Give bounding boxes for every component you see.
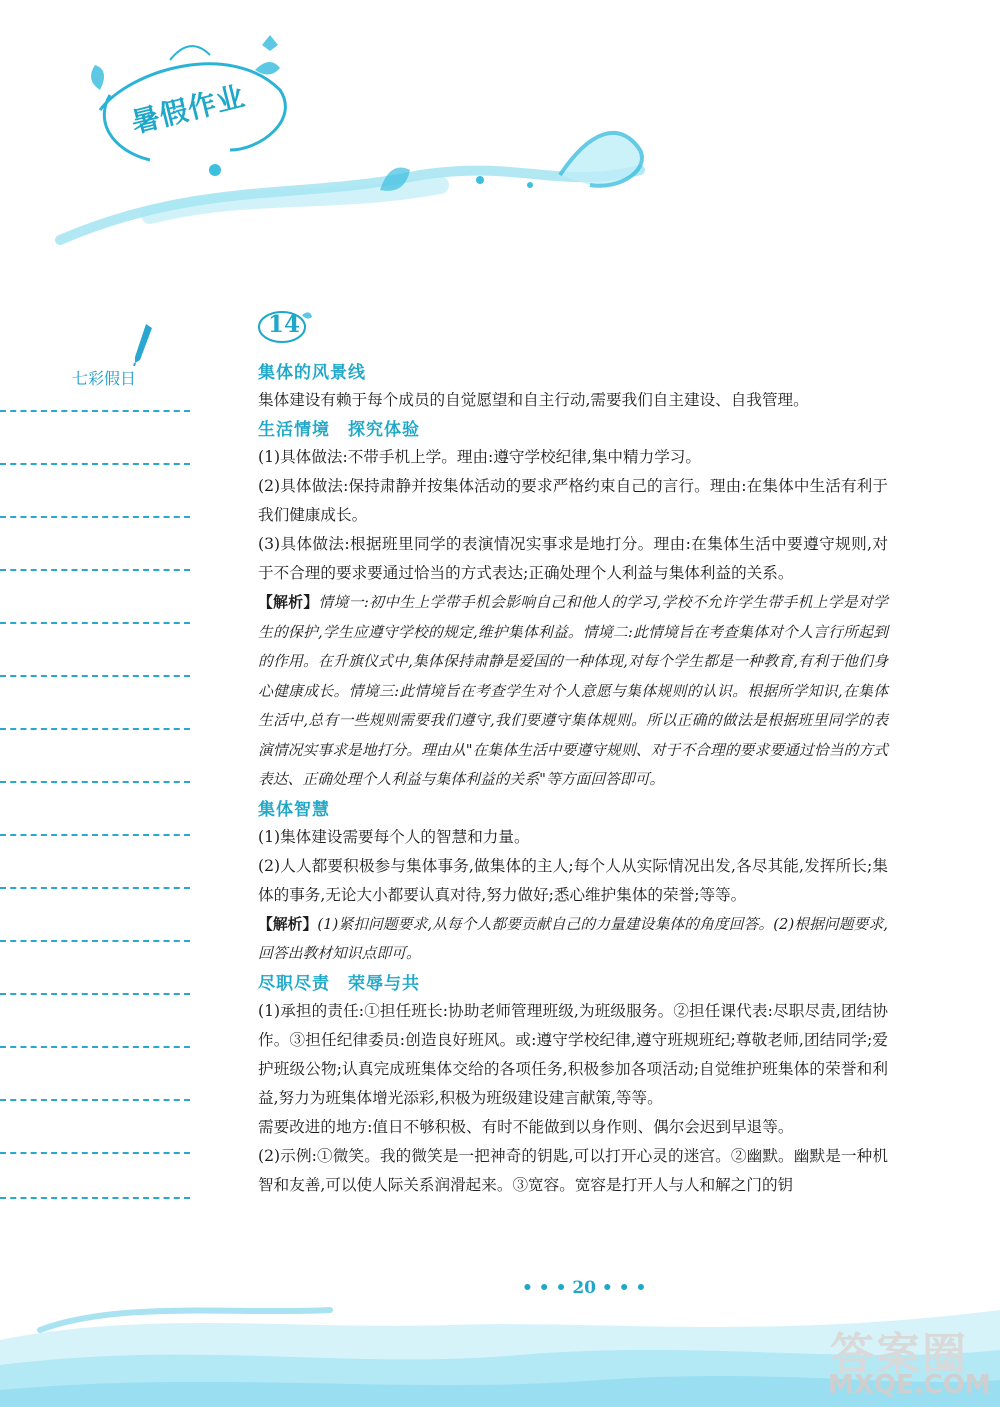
answer-content (258, 360, 888, 1200)
section-title-life-scenario: 生活情境 探究体验 (258, 420, 420, 440)
section-intro: 集体建设有赖于每个成员的自觉愿望和自主行动,需要我们自主建设、自我管理。 (258, 391, 809, 409)
note-line (0, 516, 190, 518)
sidebar-label: 七彩假日 (72, 369, 137, 388)
note-line (0, 569, 190, 571)
answer-paragraph: (1)具体做法:不带手机上学。理由:遵守学校纪律,集中精力学习。 (258, 448, 701, 466)
analysis-text: 情境一:初中生上学带手机会影响自己和他人的学习,学校不允许学生带手机上学是对学生的保护,学生应遵守学校的规定,维护集体利益。情境二:此情境旨在考查集体对个人言行所起到的作用。在升旗仪式中,集体保持肃静是爱国的一种体现,对每个学生都是一种教育,有利于他们身心健康成长。情境三:此情境旨在考查学生对个人意愿与集体规则的认识。根据所学知识,在集体生活中,总有一些规则需要我们遵守,我们要遵守集体规则。所以正确的做法是根据班里同学的表演情况实事求是地打分。理由从"在集体生活中要遵守规则、对于不合理的要求要通过恰当的方式表达、正确处理个人利益与集体利益的关系"等方面回答即可。 (258, 594, 888, 788)
lesson-number: 14 (268, 311, 301, 338)
page-number: • • • 20 • • • (522, 1278, 647, 1298)
note-line (0, 622, 190, 624)
note-line (0, 1099, 190, 1101)
note-line (0, 1152, 190, 1154)
answer-paragraph: 需要改进的地方:值日不够积极、有时不能做到以身作则、偶尔会迟到早退等。 (258, 1117, 794, 1136)
analysis-text: (1)紧扣问题要求,从每个人都要贡献自己的力量建设集体的角度回答。(2)根据问题要求,回答出教材知识点即可。 (258, 915, 888, 962)
note-line (0, 1197, 190, 1199)
answer-paragraph: (1)承担的责任:①担任班长:协助老师管理班级,为班级服务。②担任课代表:尽职尽责,团结协作。③担任纪律委员:创造良好班风。或:遵守学校纪律,遵守班规班纪;尊敬老师,团结同学;爱护班级公物;认真完成班集体交给的各项任务,积极参加各项活动;自觉维护班集体的荣誉和利益,努力为班集体增光添彩,积极为班级建设建言献策,等等。 (258, 1001, 888, 1107)
answer-paragraph: (3)具体做法:根据班里同学的表演情况实事求是地打分。理由:在集体生活中要遵守规则,对于不合理的要求要通过恰当的方式表达;正确处理个人利益与集体利益的关系。 (258, 535, 888, 582)
note-line (0, 781, 190, 783)
note-line (0, 463, 190, 465)
analysis-paragraph (258, 588, 888, 795)
analysis-tag: 【解析】 (258, 594, 319, 611)
section-title-responsibility: 尽职尽责 荣辱与共 (258, 973, 420, 994)
note-line (0, 1046, 190, 1048)
section-title-collective-scenery: 集体的风景线 (258, 363, 366, 383)
note-line (0, 728, 190, 730)
pen-icon (132, 322, 154, 366)
note-line (0, 410, 190, 412)
answer-paragraph: (2)示例:①微笑。我的微笑是一把神奇的钥匙,可以打开心灵的迷宫。②幽默。幽默是一种机智和友善,可以使人际关系润滑起来。③宽容。宽容是打开人与人和解之门的钥 (258, 1146, 888, 1194)
analysis-tag: 【解析】 (258, 915, 318, 933)
note-line (0, 675, 190, 677)
section-title-collective-wisdom: 集体智慧 (258, 799, 330, 820)
note-line (0, 993, 190, 995)
watermark-url: MXQE.COM (828, 1370, 991, 1400)
header-badge-title: 暑假作业 (128, 79, 249, 140)
watermark-logo: 答案圈 (830, 1329, 968, 1380)
answer-paragraph: (1)集体建设需要每个人的智慧和力量。 (258, 827, 530, 846)
lesson-number-badge (258, 309, 314, 343)
note-line (0, 940, 190, 942)
answer-paragraph: (2)具体做法:保持肃静并按集体活动的要求严格约束自己的言行。理由:在集体中生活有利于我们健康成长。 (258, 477, 888, 524)
note-line (0, 834, 190, 836)
analysis-paragraph (258, 910, 888, 969)
note-line (0, 887, 190, 889)
answer-paragraph: (2)人人都要积极参与集体事务,做集体的主人;每个人从实际情况出发,各尽其能,发挥所长;集体的事务,无论大小都要认真对待,努力做好;悉心维护集体的荣誉;等等。 (258, 856, 888, 904)
